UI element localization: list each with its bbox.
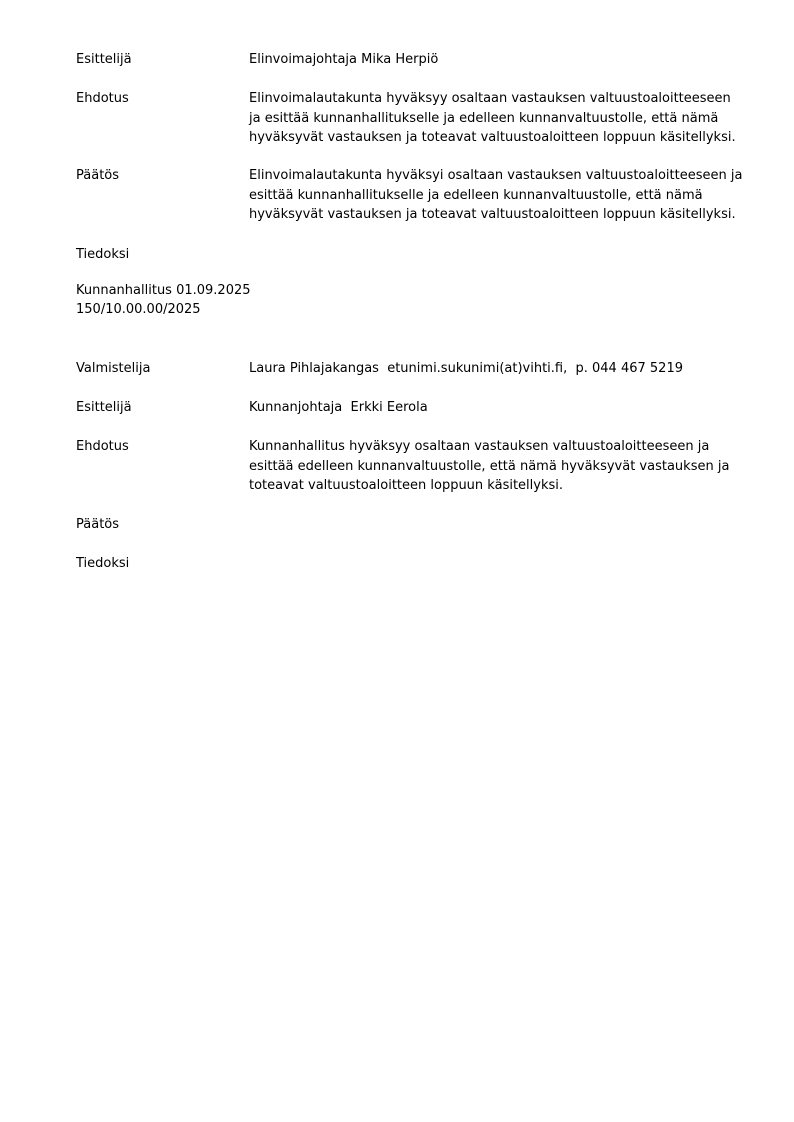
ehdotus-label-2: Ehdotus — [76, 439, 129, 454]
paatos-text-1 — [249, 166, 746, 225]
ehdotus-label-1: Ehdotus — [76, 91, 129, 106]
esittelija-label-1: Esittelijä — [76, 52, 132, 67]
case-number: 150/10.00.00/2025 — [76, 302, 201, 317]
ehdotus-line: esittää edelleen kunnanvaltuustolle, että nämä hyväksyvät vastauksen ja — [249, 458, 730, 474]
paatos-line: Elinvoimalautakunta hyväksyi osaltaan vastauksen valtuustoaloitteeseen ja — [249, 168, 743, 183]
paatos-label-1: Päätös — [76, 168, 120, 183]
ehdotus-text-1 — [249, 89, 746, 148]
ehdotus-line: toteavat valtuustoaloitteen loppuun käsitellyksi. — [249, 478, 564, 493]
ehdotus-line: Elinvoimalautakunta hyväksyy osaltaan vastauksen valtuustoaloitteeseen — [249, 91, 731, 106]
ehdotus-line: Kunnanhallitus hyväksyy osaltaan vastauksen valtuustoaloitteeseen ja — [249, 439, 710, 454]
paatos-line: esittää kunnanhallitukselle ja edelleen kunnanvaltuustolle, että nämä — [249, 187, 703, 203]
valmistelija-value: Laura Pihlajakangas etunimi.sukunimi(at)vihti.fi, p. 044 467 5219 — [249, 361, 683, 376]
esittelija-label-2: Esittelijä — [76, 400, 132, 415]
esittelija-value-2: Kunnanjohtaja Erkki Eerola — [249, 400, 428, 415]
valmistelija-label: Valmistelija — [76, 361, 151, 376]
meeting-body-date: Kunnanhallitus 01.09.2025 — [76, 283, 251, 298]
esittelija-value-1: Elinvoimajohtaja Mika Herpiö — [249, 52, 439, 67]
ehdotus-line: hyväksyvät vastauksen ja toteavat valtuustoaloitteen loppuun käsitellyksi. — [249, 130, 736, 145]
ehdotus-text-2 — [249, 437, 746, 496]
tiedoksi-label-1: Tiedoksi — [76, 247, 130, 262]
paatos-line: hyväksyvät vastauksen ja toteavat valtuustoaloitteen loppuun käsitellyksi. — [249, 207, 736, 222]
tiedoksi-label-2: Tiedoksi — [76, 556, 130, 571]
paatos-label-2: Päätös — [76, 517, 120, 532]
ehdotus-line: ja esittää kunnanhallitukselle ja edelleen kunnanvaltuustolle, että nämä — [249, 110, 719, 126]
